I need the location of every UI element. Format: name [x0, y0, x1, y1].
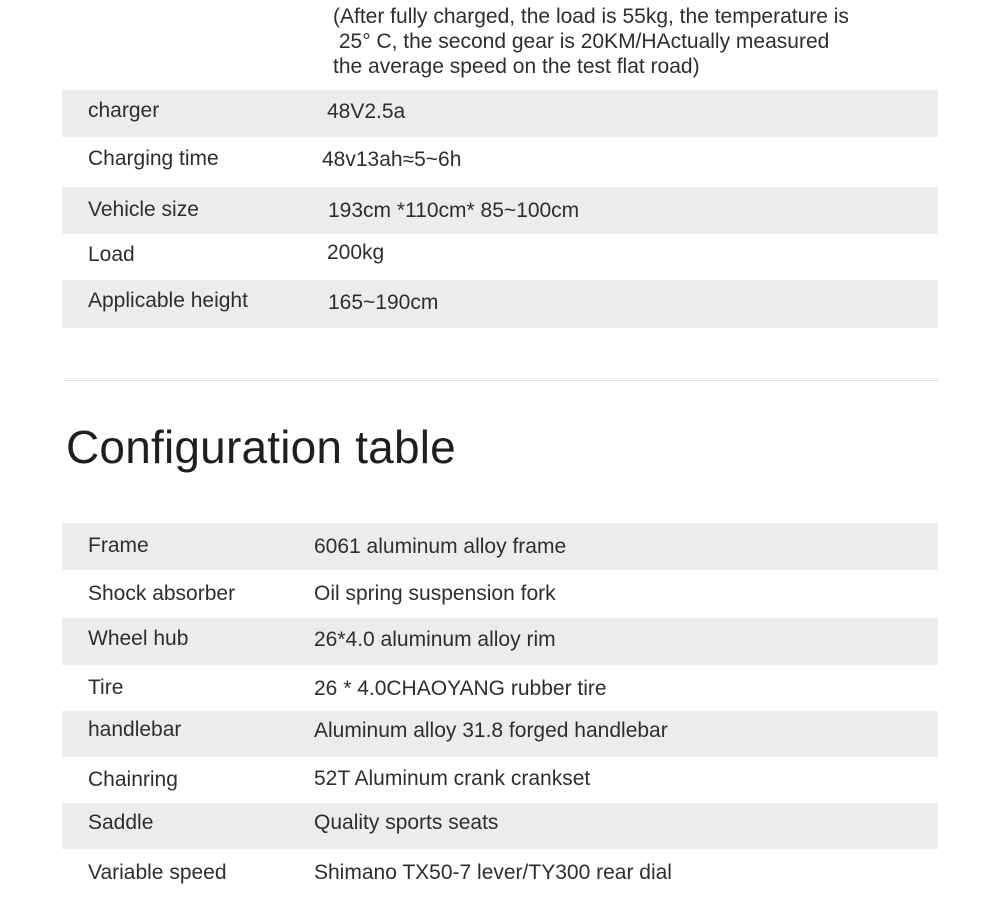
spec-label: Load: [88, 243, 135, 266]
config-value: Quality sports seats: [314, 811, 499, 834]
config-row-handlebar: [62, 711, 938, 757]
config-label: Shock absorber: [88, 582, 236, 605]
spec-label: Charging time: [88, 147, 219, 170]
spec-label: Vehicle size: [88, 198, 199, 221]
config-value: Oil spring suspension fork: [314, 582, 556, 605]
spec-row-vehicle-size: [62, 187, 938, 234]
spec-row-charger: [62, 90, 938, 137]
speed-note-line-2: 25° C, the second gear is 20KM/HActually measured: [333, 30, 830, 53]
config-row-wheel-hub: [62, 618, 938, 665]
config-value: Shimano TX50-7 lever/TY300 rear dial: [314, 861, 672, 884]
spec-row-applicable-height: [62, 280, 938, 328]
spec-value: 48V2.5a: [327, 100, 406, 123]
config-row-variable-speed: [62, 849, 938, 897]
speed-note-line-3: the average speed on the test flat road): [333, 55, 700, 78]
config-row-tire: [62, 665, 938, 711]
config-value: 26*4.0 aluminum alloy rim: [314, 628, 556, 651]
spec-value: 193cm *110cm* 85~100cm: [328, 199, 580, 222]
speed-note-line-1: (After fully charged, the load is 55kg, the temperature is: [333, 5, 849, 28]
spec-label: Applicable height: [88, 289, 248, 312]
spec-value: 200kg: [327, 241, 385, 264]
config-label: Variable speed: [88, 861, 227, 884]
config-row-frame: [62, 523, 938, 570]
config-value: Aluminum alloy 31.8 forged handlebar: [314, 719, 668, 742]
config-label: Tire: [88, 676, 124, 699]
config-table-title: Configuration table: [66, 421, 456, 473]
config-row-saddle: [62, 803, 938, 849]
config-value: 52T Aluminum crank crankset: [314, 767, 591, 790]
section-divider: [64, 380, 938, 381]
config-value: 6061 aluminum alloy frame: [314, 535, 567, 558]
config-label: Chainring: [88, 768, 178, 791]
spec-value: 165~190cm: [328, 291, 439, 314]
speed-note: [333, 4, 953, 79]
spec-row-charging-time: [62, 137, 938, 185]
config-label: handlebar: [88, 718, 182, 741]
spec-value: 48v13ah≈5~6h: [322, 148, 462, 171]
spec-row-load: [62, 234, 938, 280]
config-value: 26 * 4.0CHAOYANG rubber tire: [314, 677, 607, 700]
config-label: Wheel hub: [88, 627, 189, 650]
spec-label: charger: [88, 99, 160, 122]
config-row-chainring: [62, 757, 938, 803]
config-label: Saddle: [88, 811, 154, 834]
config-label: Frame: [88, 534, 149, 557]
config-row-shock-absorber: [62, 570, 938, 618]
